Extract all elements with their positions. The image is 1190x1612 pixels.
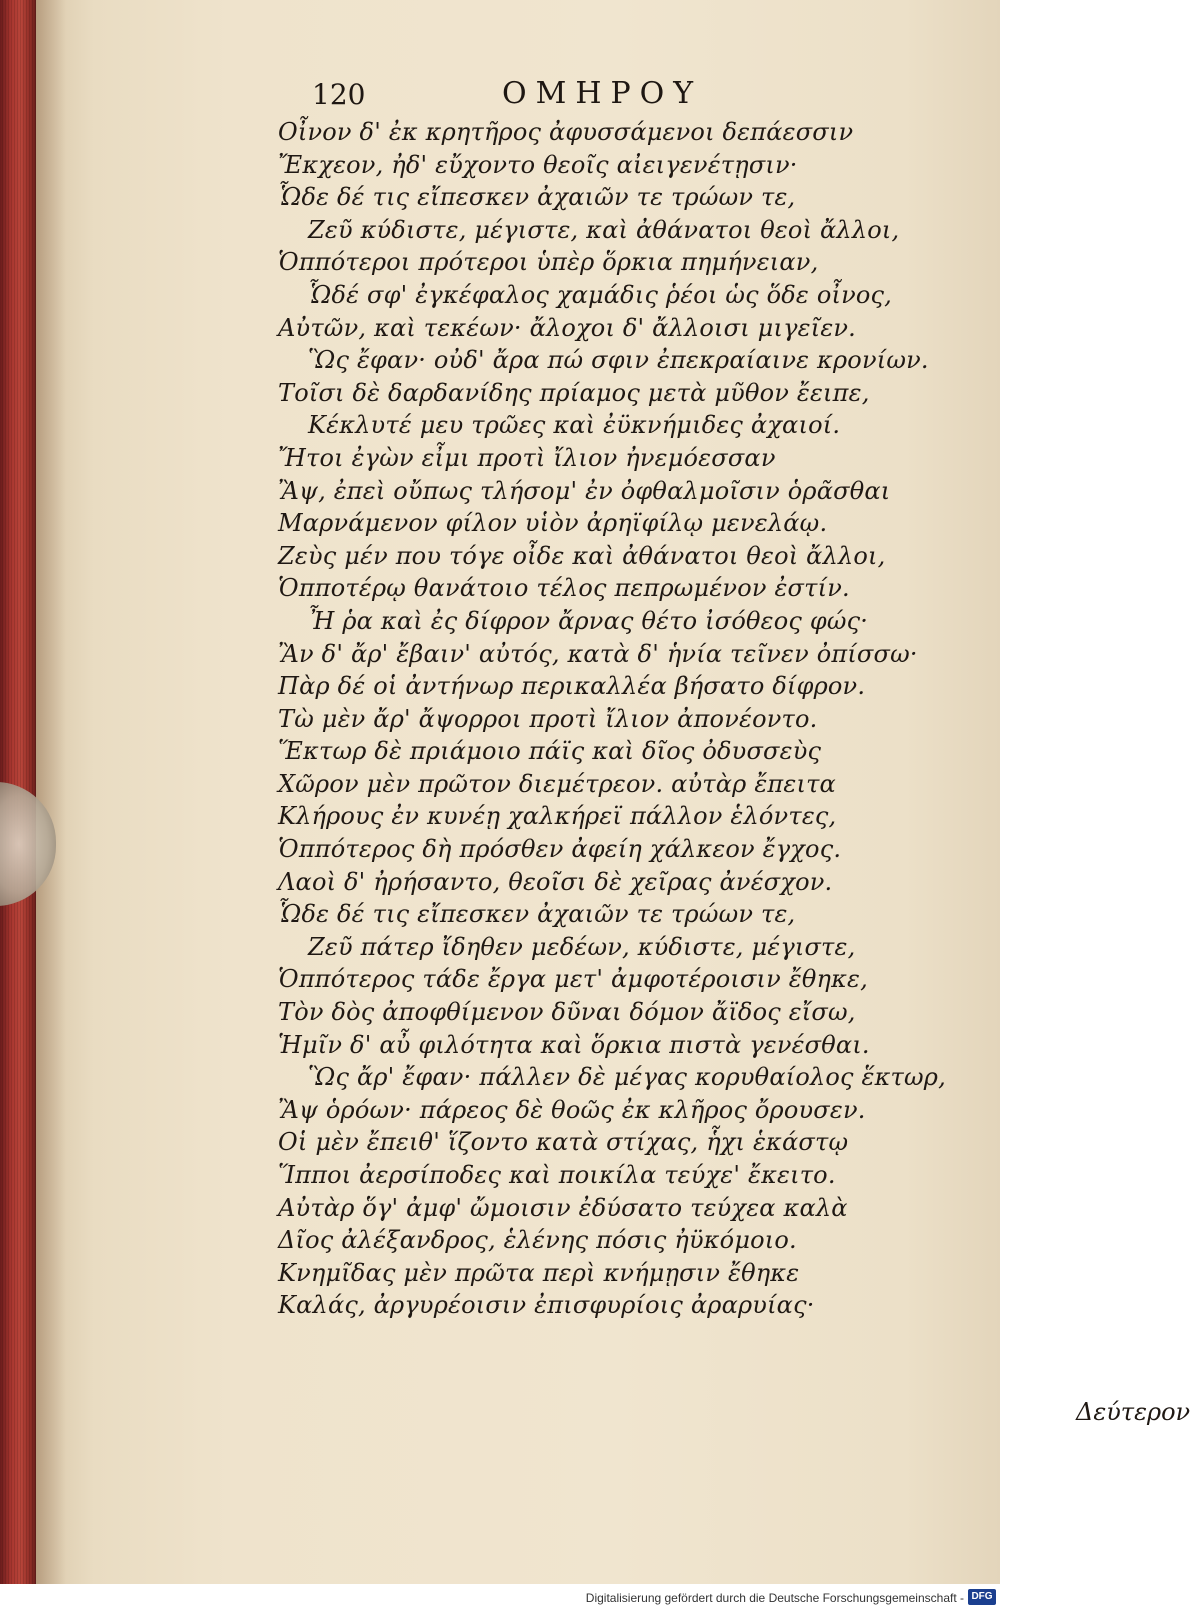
verse-line: Ὁππότεροι πρότεροι ὑπὲρ ὅρκια πημήνειαν, [278,248,819,277]
verse-line: Ἂν δ' ἄρ' ἔβαιν' αὐτός, κατὰ δ' ἡνία τεῖνεν ὀπίσσω· [278,639,918,668]
dfg-logo: DFG [968,1589,996,1605]
verse-line: Χῶρον μὲν πρῶτον διεμέτρεον. αὐτὰρ ἔπειτα [278,769,836,798]
verse-line: Μαρνάμενον φίλον υἱὸν ἀρηϊφίλῳ μενελάῳ. [278,509,828,538]
verse-line: Ὣς ἄρ' ἔφαν· πάλλεν δὲ μέγας κορυθαίολος ἕκτωρ, [308,1063,946,1092]
verse-line: Ὁπποτέρῳ θανάτοιο τέλος πεπρωμένον ἐστίν. [278,574,850,603]
verse-line: Τὸν δὸς ἀποφθίμενον δῦναι δόμον ἄϊδος εἴσω, [278,998,856,1027]
book-page [36,0,1190,1584]
verse-line: Ὁππότερος τάδε ἔργα μετ' ἀμφοτέροισιν ἔθηκε, [278,965,868,994]
verse-line: Ἦ ῥα καὶ ἐς δίφρον ἄρνας θέτο ἰσόθεος φώς· [308,606,869,635]
verse-line: Ὧδε δέ τις εἴπεσκεν ἀχαιῶν τε τρώων τε, [278,900,796,929]
verse-line: Ὧδέ σφ' ἐγκέφαλος χαμάδις ῥέοι ὡς ὅδε οἶνος, [308,280,893,309]
verse-line: Ἤτοι ἐγὼν εἶμι προτὶ ἴλιον ἠνεμόεσσαν [278,443,776,472]
verse-line: Πὰρ δέ οἱ ἀντήνωρ περικαλλέα βήσατο δίφρον. [278,672,866,701]
verse-line: Ἕκτωρ δὲ πριάμοιο πάϊς καὶ δῖος ὀδυσσεὺς [278,737,822,766]
verse-line: Κνημῖδας μὲν πρῶτα περὶ κνήμῃσιν ἔθηκε [278,1258,800,1287]
verse-line: Κλήρους ἐν κυνέῃ χαλκήρεϊ πάλλον ἑλόντες, [278,802,837,831]
verse-line: Ὣς ἔφαν· οὐδ' ἄρα πώ σφιν ἐπεκραίαινε κρονίων. [308,346,929,375]
verse-line: Ἂψ, ἐπεὶ οὔπως τλήσομ' ἐν ὀφθαλμοῖσιν ὁρᾶσθαι [278,476,891,505]
verse-list [278,116,978,1322]
verse-line: Κέκλυτέ μευ τρῶες καὶ ἐϋκνήμιδες ἀχαιοί. [308,411,841,440]
verse-line: Αὐτῶν, καὶ τεκέων· ἄλοχοι δ' ἄλλοισι μιγεῖεν. [278,313,857,342]
verse-line: Ἔκχεον, ἠδ' εὔχοντο θεοῖς αἰειγενέτῃσιν· [278,150,798,179]
footer [0,1584,1000,1612]
verse-line: Ἂψ ὁρόων· πάρεος δὲ θοῶς ἐκ κλῆρος ὄρουσεν. [278,1095,866,1124]
verse-line: Ζεῦ κύδιστε, μέγιστε, καὶ ἀθάνατοι θεοὶ ἄλλοι, [308,215,900,244]
page-header [278,76,978,116]
verse-line: Καλάς, ἀργυρέοισιν ἐπισφυρίοις ἀραρυίας· [278,1291,815,1320]
verse-line: Ἵπποι ἀερσίποδες καὶ ποικίλα τεύχε' ἔκειτο. [278,1161,836,1189]
verse-line: Τὼ μὲν ἄρ' ἄψορροι προτὶ ἴλιον ἀπονέοντο. [278,704,818,733]
catchword: Δεύτερον [1076,1398,1190,1426]
verse-line: Τοῖσι δὲ δαρδανίδης πρίαμος μετὰ μῦθον ἔειπε, [278,378,870,407]
verse-line: Λαοὶ δ' ἠρήσαντο, θεοῖσι δὲ χεῖρας ἀνέσχον. [278,867,833,896]
verse-line: Ἡμῖν δ' αὖ φιλότητα καὶ ὅρκια πιστὰ γενέσθαι. [278,1030,870,1059]
footer-credit: Digitalisierung gefördert durch die Deutsche Forschungsgemeinschaft - [585,1591,964,1605]
verse-line: Ὧδε δέ τις εἴπεσκεν ἀχαιῶν τε τρώων τε, [278,183,796,212]
verse-line: Οἶνον δ' ἐκ κρητῆρος ἀφυσσάμενοι δεπάεσσιν [278,118,854,146]
page-number: 120 [312,78,366,111]
verse-line: Οἱ μὲν ἔπειθ' ἵζοντο κατὰ στίχας, ἧχι ἑκάστῳ [278,1128,849,1157]
text-block [278,76,1190,1426]
verse-line: Ζεὺς μέν που τόγε οἶδε καὶ ἀθάνατοι θεοὶ ἄλλοι, [278,541,886,570]
running-title: ΟΜΗΡΟΥ [502,76,703,111]
verse-line: Ὁππότερος δὴ πρόσθεν ἀφείη χάλκεον ἔγχος. [278,835,842,864]
verse-line: Αὐτὰρ ὅγ' ἀμφ' ὤμοισιν ἐδύσατο τεύχεα καλὰ [278,1193,848,1222]
verse-line: Ζεῦ πάτερ ἴδηθεν μεδέων, κύδιστε, μέγιστε, [308,932,856,961]
verse-line: Δῖος ἀλέξανδρος, ἑλένης πόσις ἠϋκόμοιο. [278,1226,797,1255]
